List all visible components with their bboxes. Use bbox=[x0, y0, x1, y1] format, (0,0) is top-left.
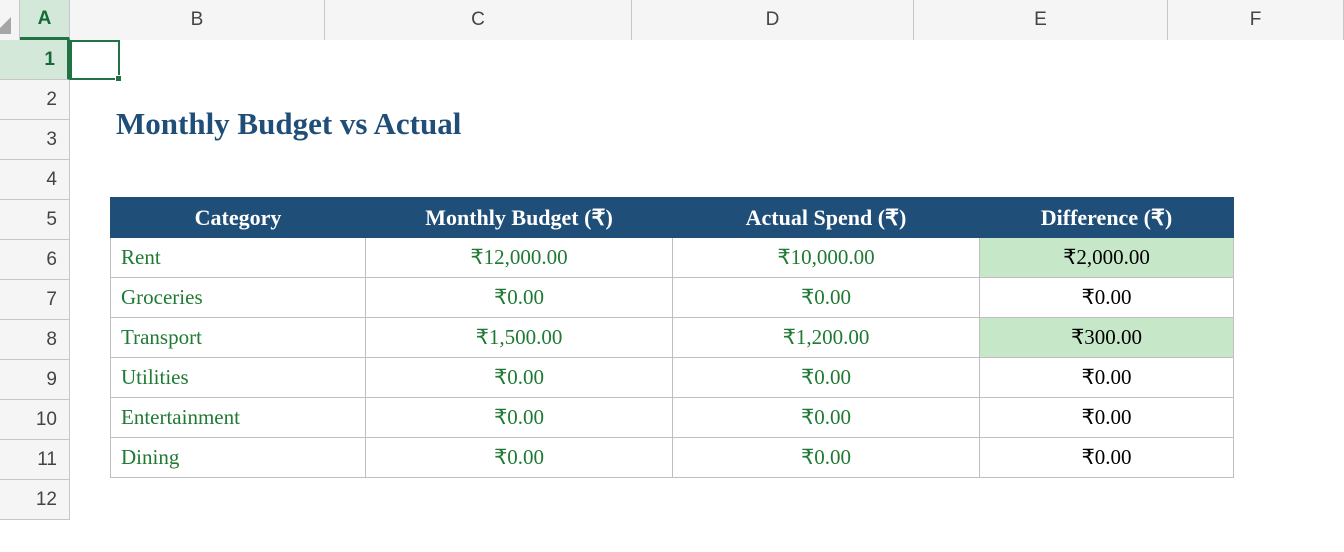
column-header-row bbox=[0, 0, 1344, 40]
budget-table bbox=[110, 197, 1234, 478]
select-all-corner[interactable] bbox=[0, 0, 20, 40]
cell-actual[interactable]: ₹10,000.00 bbox=[673, 238, 980, 278]
column-header-b[interactable]: B bbox=[70, 0, 325, 40]
cell-difference[interactable]: ₹2,000.00 bbox=[980, 238, 1234, 278]
cell-actual[interactable]: ₹0.00 bbox=[673, 278, 980, 318]
row-header-5[interactable]: 5 bbox=[0, 200, 70, 240]
column-header-c[interactable]: C bbox=[325, 0, 632, 40]
table-row bbox=[111, 238, 1234, 278]
table-row bbox=[111, 318, 1234, 358]
cell-budget[interactable]: ₹1,500.00 bbox=[366, 318, 673, 358]
cell-difference[interactable]: ₹300.00 bbox=[980, 318, 1234, 358]
column-header-e[interactable]: E bbox=[914, 0, 1168, 40]
select-all-triangle-icon bbox=[0, 17, 11, 34]
cell-category[interactable]: Entertainment bbox=[111, 398, 366, 438]
cell-difference[interactable]: ₹0.00 bbox=[980, 438, 1234, 478]
row-header-12[interactable]: 12 bbox=[0, 480, 70, 520]
cell-actual[interactable]: ₹0.00 bbox=[673, 358, 980, 398]
cell-difference[interactable]: ₹0.00 bbox=[980, 358, 1234, 398]
row-header-1[interactable]: 1 bbox=[0, 40, 70, 80]
active-cell-a1[interactable] bbox=[70, 40, 120, 80]
cell-category[interactable]: Rent bbox=[111, 238, 366, 278]
row-header-8[interactable]: 8 bbox=[0, 320, 70, 360]
cell-budget[interactable]: ₹0.00 bbox=[366, 398, 673, 438]
table-row bbox=[111, 358, 1234, 398]
column-header-d[interactable]: D bbox=[632, 0, 914, 40]
cell-category[interactable]: Utilities bbox=[111, 358, 366, 398]
cell-actual[interactable]: ₹0.00 bbox=[673, 438, 980, 478]
table-header-difference: Difference (₹) bbox=[980, 198, 1234, 238]
row-header-column bbox=[0, 40, 70, 520]
cell-actual[interactable]: ₹1,200.00 bbox=[673, 318, 980, 358]
cell-difference[interactable]: ₹0.00 bbox=[980, 398, 1234, 438]
row-header-3[interactable]: 3 bbox=[0, 120, 70, 160]
table-header-budget: Monthly Budget (₹) bbox=[366, 198, 673, 238]
table-header-actual: Actual Spend (₹) bbox=[673, 198, 980, 238]
table-header-category: Category bbox=[111, 198, 366, 238]
table-header-row bbox=[111, 198, 1234, 238]
row-header-7[interactable]: 7 bbox=[0, 280, 70, 320]
column-header-a[interactable]: A bbox=[20, 0, 70, 40]
cell-budget[interactable]: ₹0.00 bbox=[366, 278, 673, 318]
row-header-10[interactable]: 10 bbox=[0, 400, 70, 440]
table-row bbox=[111, 278, 1234, 318]
cell-difference[interactable]: ₹0.00 bbox=[980, 278, 1234, 318]
column-header-f[interactable]: F bbox=[1168, 0, 1344, 40]
cell-category[interactable]: Transport bbox=[111, 318, 366, 358]
row-header-4[interactable]: 4 bbox=[0, 160, 70, 200]
cell-area bbox=[70, 40, 1344, 552]
row-header-11[interactable]: 11 bbox=[0, 440, 70, 480]
table-row bbox=[111, 398, 1234, 438]
row-header-9[interactable]: 9 bbox=[0, 360, 70, 400]
cell-actual[interactable]: ₹0.00 bbox=[673, 398, 980, 438]
table-row bbox=[111, 438, 1234, 478]
cell-category[interactable]: Groceries bbox=[111, 278, 366, 318]
cell-category[interactable]: Dining bbox=[111, 438, 366, 478]
cell-budget[interactable]: ₹12,000.00 bbox=[366, 238, 673, 278]
page-title: Monthly Budget vs Actual bbox=[116, 106, 462, 141]
cell-budget[interactable]: ₹0.00 bbox=[366, 438, 673, 478]
row-header-2[interactable]: 2 bbox=[0, 80, 70, 120]
cell-budget[interactable]: ₹0.00 bbox=[366, 358, 673, 398]
fill-handle[interactable] bbox=[115, 75, 122, 82]
row-header-6[interactable]: 6 bbox=[0, 240, 70, 280]
